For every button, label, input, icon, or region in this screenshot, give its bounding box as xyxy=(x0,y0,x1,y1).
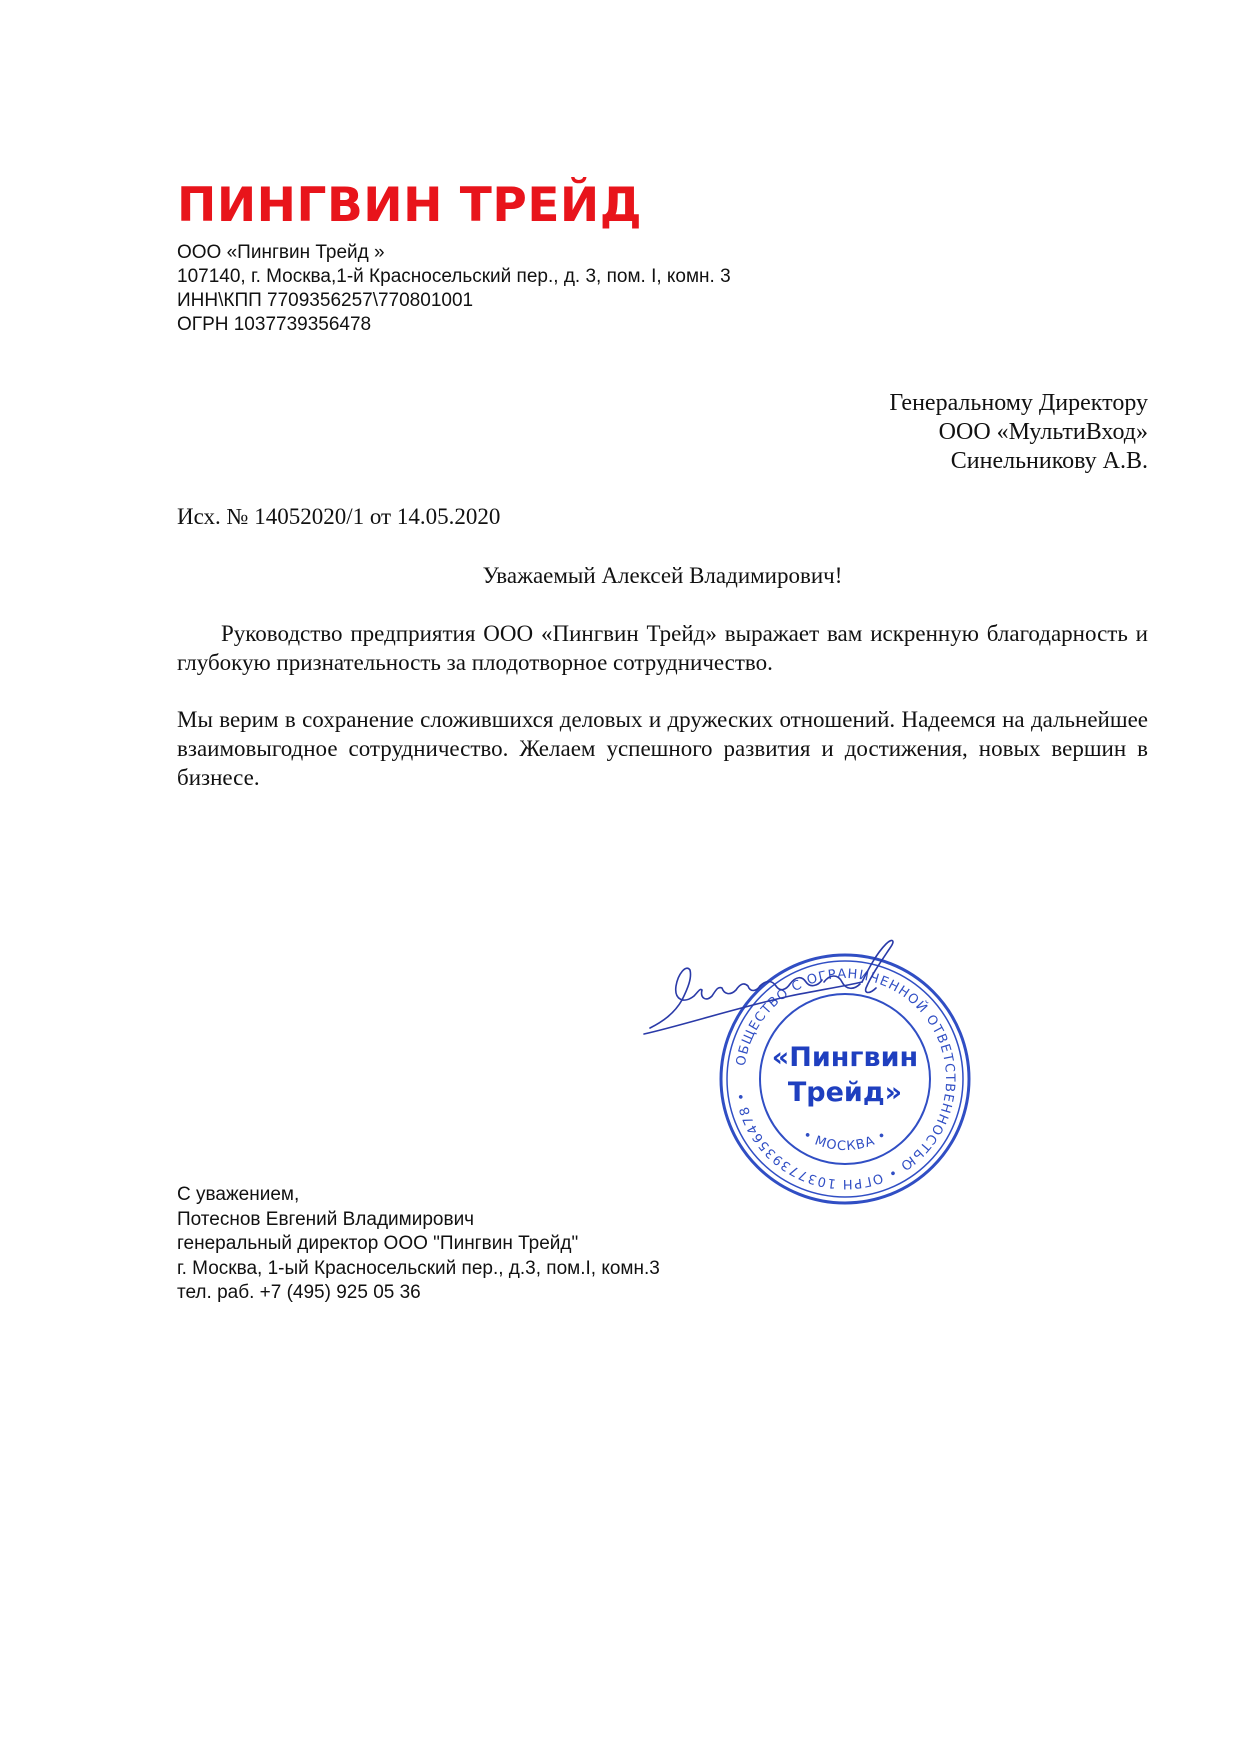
company-ogrn: ОГРН 1037739356478 xyxy=(177,314,372,335)
company-brand-logo: ПИНГВИН ТРЕЙД xyxy=(177,178,643,233)
recipient-company: ООО «МультиВход» xyxy=(938,419,1148,445)
recipient-title: Генеральному Директору xyxy=(889,390,1148,416)
stamp-center-line-2: Трейд» xyxy=(787,1077,903,1108)
outgoing-reference: Исх. № 14052020/1 от 14.05.2020 xyxy=(177,504,501,529)
letterhead-details xyxy=(177,241,731,337)
company-inn-kpp: ИНН\КПП 7709356257\770801001 xyxy=(177,290,474,311)
signer-name: Потеснов Евгений Владимирович xyxy=(177,1208,475,1230)
signoff-block xyxy=(177,1183,660,1306)
signer-position: генеральный директор ООО "Пингвин Трейд" xyxy=(177,1233,579,1254)
stamp-ring-text: ОБЩЕСТВО С ОГРАНИЧЕННОЙ ОТВЕТСТВЕННОСТЬЮ • ОГРН 1037739356478 • xyxy=(733,966,958,1192)
stamp-city: • МОСКВА • xyxy=(799,1127,891,1155)
signer-address: г. Москва, 1-ый Красносельский пер., д.3, пом.I, комн.3 xyxy=(177,1257,660,1279)
greeting: Уважаемый Алексей Владимирович! xyxy=(482,563,843,588)
signoff-closing: С уважением, xyxy=(177,1184,300,1205)
recipient-name: Синельникову А.В. xyxy=(950,448,1148,474)
recipient-block xyxy=(889,389,1148,476)
signer-phone: тел. раб. +7 (495) 925 05 36 xyxy=(177,1282,421,1303)
body-paragraph-1: Руководство предприятия ООО «Пингвин Трейд» выражает вам искренную благодарность и глубокую признательность за плодотворное сотрудничество. xyxy=(177,621,1148,675)
stamp-center-line-1: «Пингвин xyxy=(771,1042,919,1073)
body-paragraph-2: Мы верим в сохранение сложившихся деловых и дружеских отношений. Надеемся на дальнейшее взаимовыгодное сотрудничество. Желаем успешного развития и достижения, новых вершин в бизнесе. xyxy=(177,707,1148,790)
company-name: ООО «Пингвин Трейд » xyxy=(177,242,385,263)
company-address: 107140, г. Москва,1-й Красносельский пер., д. 3, пом. I, комн. 3 xyxy=(177,266,731,287)
handwritten-signature xyxy=(640,930,920,1050)
svg-text:• МОСКВА • xyxy=(800,1128,890,1155)
